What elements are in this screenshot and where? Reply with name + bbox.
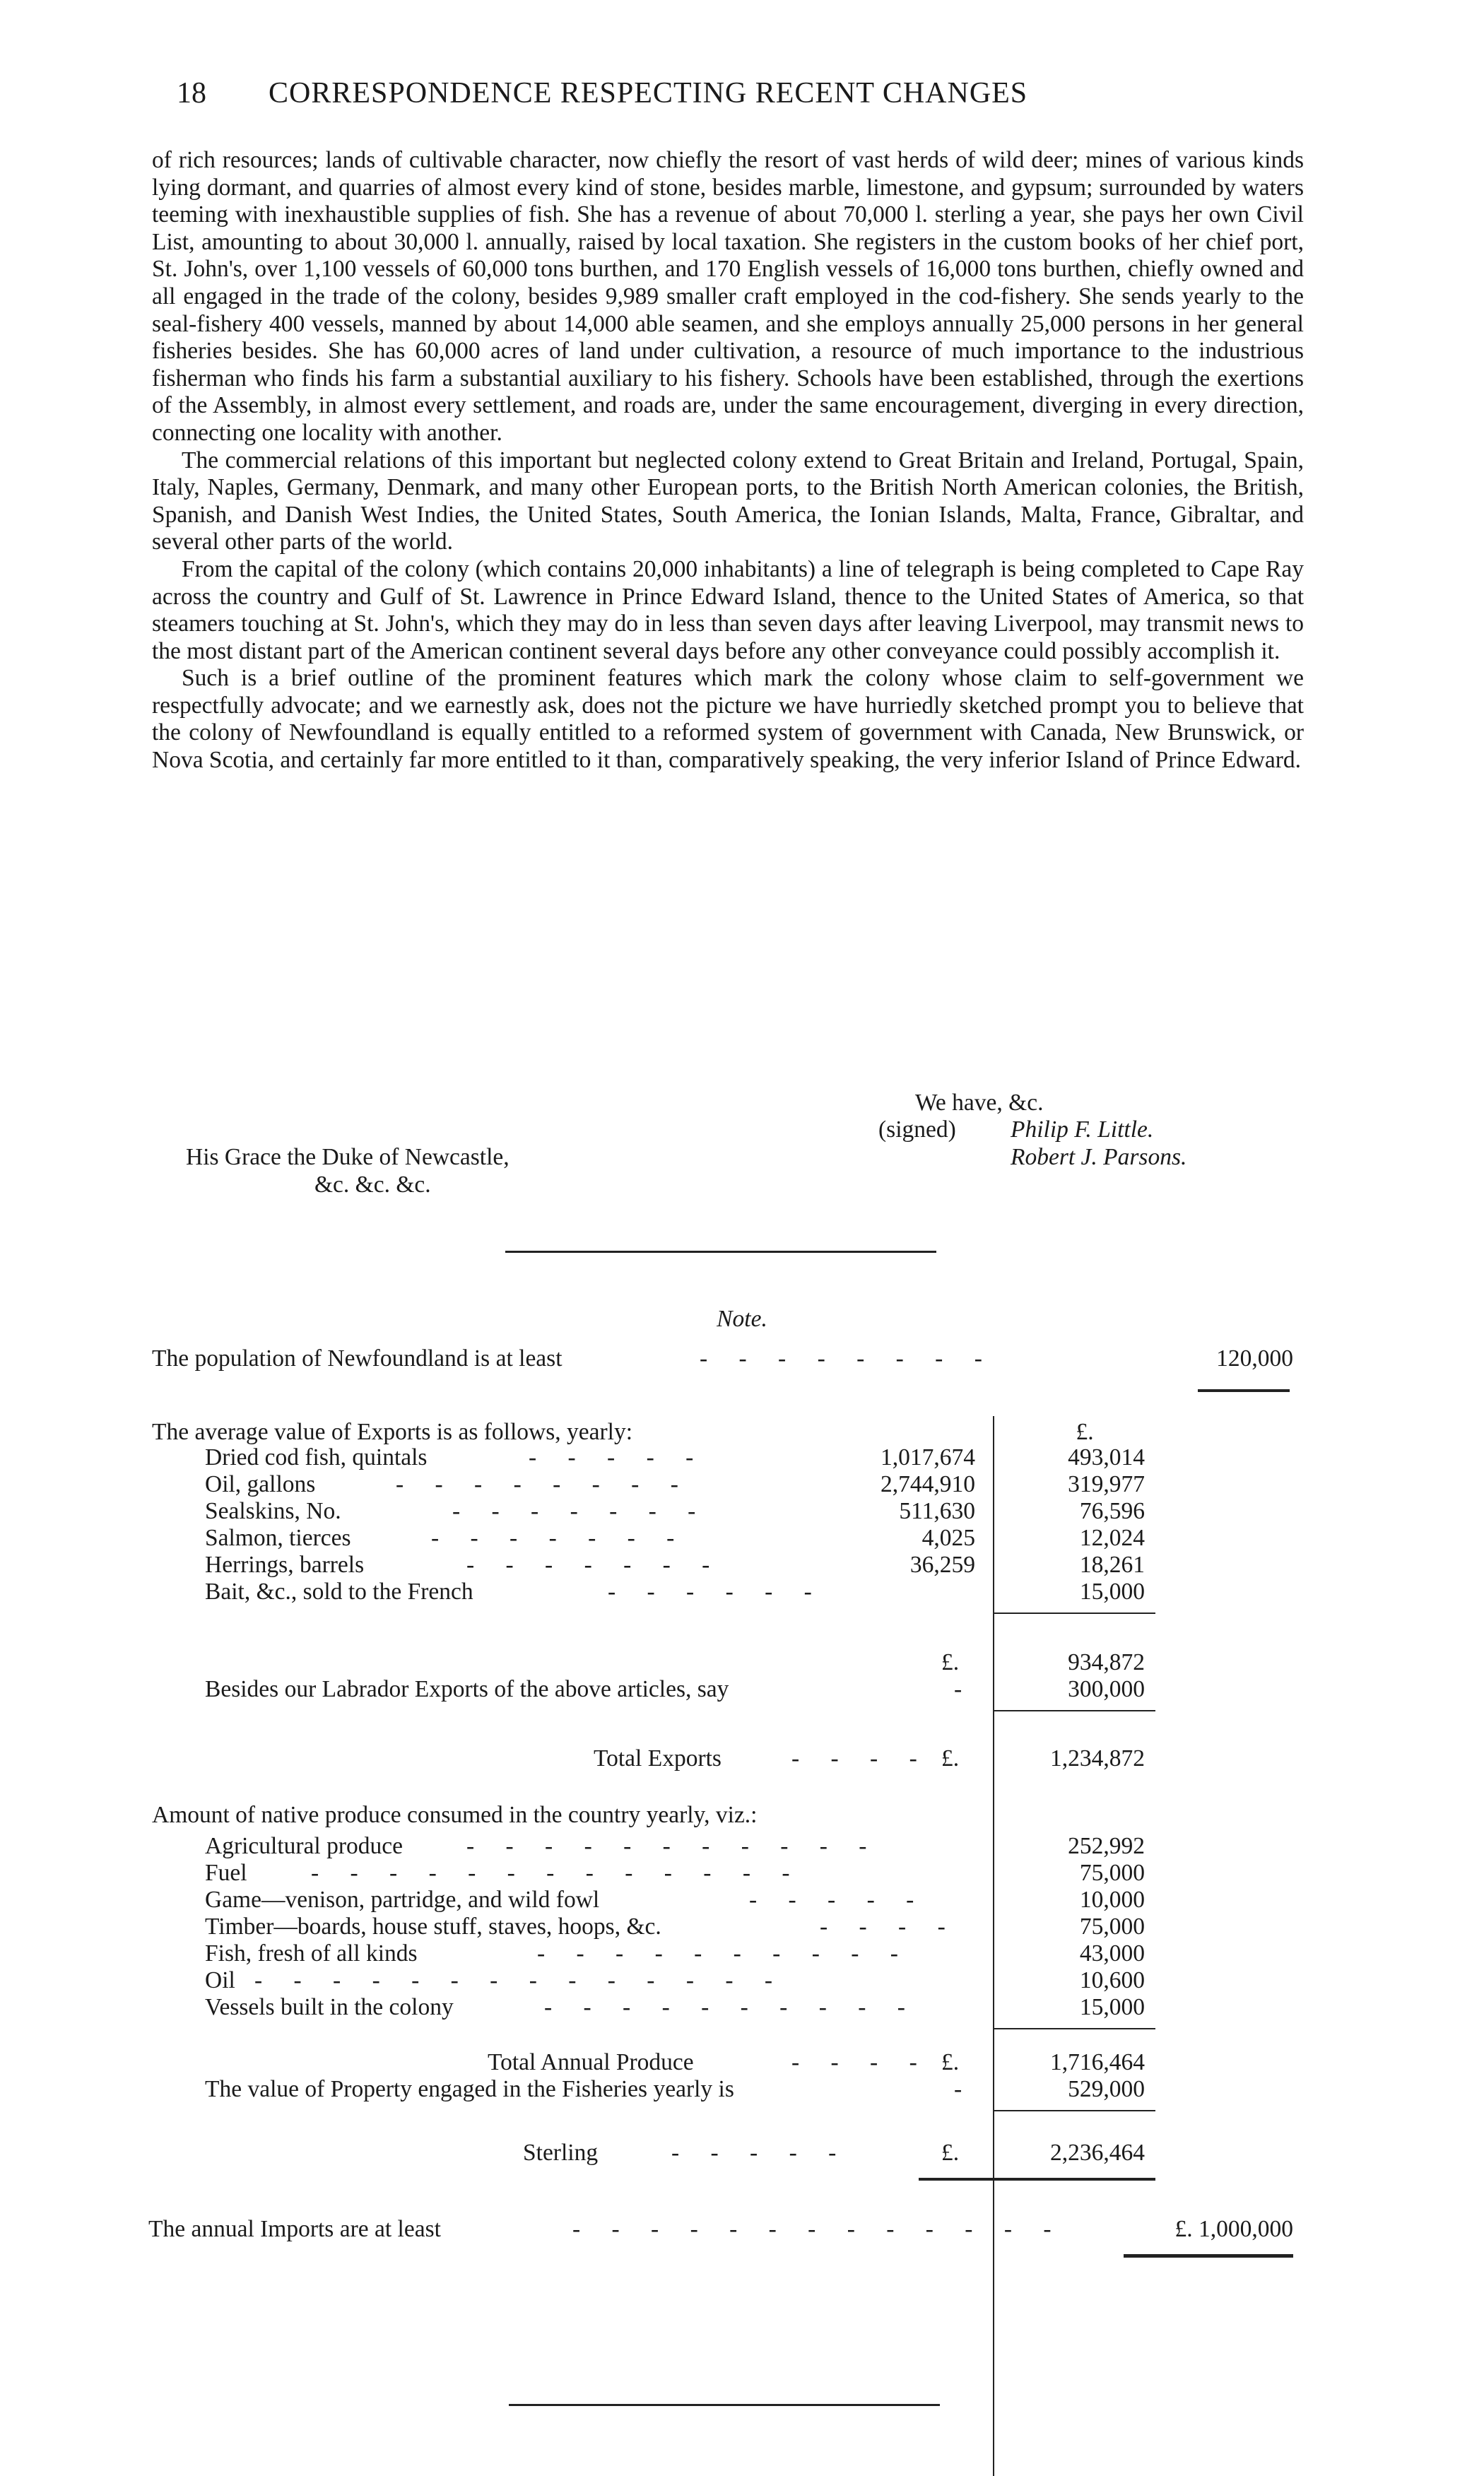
leader-dots: - - - - - - [608,1579,825,1605]
sterling-double-rule [919,2178,1155,2181]
native-label: Fuel [205,1860,247,1886]
native-label: Agricultural produce [205,1833,403,1859]
native-value: 10,600 [1079,1967,1145,1993]
total-annual-value: 1,716,464 [1050,2049,1145,2075]
export-label: Bait, &c., sold to the French [205,1579,473,1605]
leader-dots: - - - - - - - - - - - - - [572,2216,1064,2242]
total-annual-rule [993,2028,1155,2029]
property-value: 529,000 [1068,2076,1145,2102]
export-label: Oil, gallons [205,1471,316,1497]
leader-dots: - [954,1676,975,1702]
leader-dots: - - - - [820,1914,958,1940]
native-label: Vessels built in the colony [205,1994,454,2020]
native-value: 15,000 [1079,1994,1145,2020]
signed-label: (signed) [878,1116,956,1143]
export-label: Sealskins, No. [205,1498,341,1524]
page-number: 18 [177,77,206,110]
paragraph-resources: of rich resources; lands of cultivable character, now chiefly the resort of vast herds of wild deer; mines of various kinds lying dormant, and quarries of almost every kind of stone, besides marble, limestone, and gypsum; surrounded by waters teeming with inexhaustible supplies of fish. She has a revenue of about 70,000 l. sterling a year, she pays her own Civil List, amounting to about 30,000 l. annually, raised by local taxation. She registers in the custom books of her chief port, St. John's, over 1,100 vessels of 60,000 tons burthen, and 170 English vessels of 16,000 tons burthen, chiefly owned and all engaged in the trade of the colony, besides 9,989 smaller craft employed in the cod-fishery. She sends yearly to the seal-fishery 400 vessels, manned by about 14,000 able seamen, and she employs annually 25,000 persons in her general fisheries besides. She has 60,000 acres of land under cultivation, a resource of much importance to the industrious fisherman who finds his farm a substantial auxiliary to his fishery. Schools have been established, through the exertions of the Assembly, in almost every settlement, and roads are, under the same encouragement, diverging in every direction, connecting one locality with another. [152,147,1304,446]
closing-phrase: We have, &c. [915,1090,1044,1116]
leader-dots: - - - - - - - - [700,1345,995,1372]
export-label: Salmon, tierces [205,1525,351,1551]
native-label: Timber—boards, house stuff, staves, hoops, &c. [205,1914,661,1940]
native-value: 252,992 [1068,1833,1145,1859]
subtotal-value: 934,872 [1068,1649,1145,1675]
population-rule [1198,1389,1290,1392]
addressee: His Grace the Duke of Newcastle, [186,1144,510,1170]
running-title: CORRESPONDENCE RESPECTING RECENT CHANGES [269,77,1028,110]
export-value: 76,596 [1079,1498,1145,1524]
population-value: 120,000 [1216,1345,1293,1372]
labrador-label: Besides our Labrador Exports of the above articles, say [205,1676,729,1702]
leader-dots: - - - - - - - - - - - - - - [254,1967,786,1993]
imports-label: The annual Imports are at least [148,2216,441,2242]
population-label: The population of Newfoundland is at least [152,1345,563,1372]
leader-dots: - - - - - [529,1444,707,1470]
export-value: 15,000 [1079,1579,1145,1605]
native-value: 10,000 [1079,1887,1145,1913]
signatory-parsons: Robert J. Parsons. [1011,1144,1187,1170]
imports-value: £. 1,000,000 [1174,2216,1293,2242]
export-qty: 1,017,674 [881,1444,975,1470]
export-qty: 4,025 [921,1525,975,1551]
native-value: 75,000 [1079,1914,1145,1940]
sterling-value: 2,236,464 [1050,2140,1145,2166]
labrador-value: 300,000 [1068,1676,1145,1702]
subtotal-rule [993,1613,1155,1614]
native-label: Game—venison, partridge, and wild fowl [205,1887,600,1913]
total-exports-rule [993,1710,1155,1711]
leader-dots: - - - - - [749,1887,927,1913]
native-heading: Amount of native produce consumed in the country yearly, viz.: [152,1802,758,1828]
sterling-rule [993,2110,1155,2111]
exports-heading: The average value of Exports is as follows, yearly: [152,1419,633,1445]
total-exports-currency: £. [941,1745,960,1771]
leader-dots: - - - - - - - - - - - - - [311,1860,803,1886]
sterling-currency: £. [941,2140,960,2166]
leader-dots: - - - - [791,1745,930,1771]
export-qty: 511,630 [899,1498,975,1524]
leader-dots: - [954,2076,975,2102]
note-title: Note. [717,1306,767,1332]
column-rule [993,1416,994,2476]
paragraph-commerce: The commercial relations of this important but neglected colony extend to Great Britain and Ireland, Portugal, Spain, Italy, Naples, Germany, Denmark, and many other European ports, to the British North American colonies, the British, Spanish, and Danish West Indies, the United States, South America, the Ionian Islands, Malta, France, Gibraltar, and several other parts of the world. [152,447,1304,555]
paragraph-conclusion: Such is a brief outline of the prominent features which mark the colony whose claim to self-government we respectfully advocate; and we earnestly ask, does not the picture we have hurriedly sketched prompt you to believe that the colony of Newfoundland is equally entitled to a reformed system of government with Canada, New Brunswick, or Nova Scotia, and certainly far more entitled to it than, comparatively speaking, the very inferior Island of Prince Edward. [152,665,1304,774]
leader-dots: - - - - - - - - [396,1471,691,1497]
export-label: Herrings, barrels [205,1552,365,1578]
leader-dots: - - - - - - - - - - [537,1940,911,1967]
paragraph-telegraph: From the capital of the colony (which contains 20,000 inhabitants) a line of telegraph is being completed to Cape Ray across the country and Gulf of St. Lawrence in Prince Edward Island, thence to the United States of America, so that steamers touching at St. John's, which they may do in less than seven days after leaving Liverpool, may transmit news to the most distant part of the American continent several days before any other conveyance could possibly accomplish it. [152,555,1304,664]
leader-dots: - - - - - - - - - - - [466,1833,880,1859]
property-label: The value of Property engaged in the Fisheries yearly is [205,2076,734,2102]
total-exports-value: 1,234,872 [1050,1745,1145,1771]
currency-header: £. [1076,1419,1094,1445]
leader-dots: - - - - - - - [466,1552,723,1578]
native-value: 43,000 [1079,1940,1145,1967]
leader-dots: - - - - - - - [452,1498,709,1524]
export-value: 12,024 [1079,1525,1145,1551]
leader-dots: - - - - - - - [431,1525,688,1551]
total-annual-label: Total Annual Produce [488,2049,694,2075]
native-label: Oil [205,1967,235,1993]
export-label: Dried cod fish, quintals [205,1444,428,1470]
native-value: 75,000 [1079,1860,1145,1886]
leader-dots: - - - - - [671,2140,849,2166]
signatory-little: Philip F. Little. [1011,1116,1154,1143]
export-value: 493,014 [1068,1444,1145,1470]
total-annual-currency: £. [941,2049,960,2075]
export-value: 319,977 [1068,1471,1145,1497]
bottom-divider [509,2404,940,2406]
export-qty: 2,744,910 [881,1471,975,1497]
addressee-etc: &c. &c. &c. [314,1172,431,1198]
export-qty: 36,259 [909,1552,975,1578]
imports-rule [1124,2254,1293,2258]
leader-dots: - - - - - - - - - - [544,1994,918,2020]
export-value: 18,261 [1079,1552,1145,1578]
native-label: Fish, fresh of all kinds [205,1940,418,1967]
subtotal-currency: £. [941,1649,960,1675]
total-exports-label: Total Exports [594,1745,722,1771]
leader-dots: - - - - [791,2049,930,2075]
sterling-label: Sterling [523,2140,599,2166]
